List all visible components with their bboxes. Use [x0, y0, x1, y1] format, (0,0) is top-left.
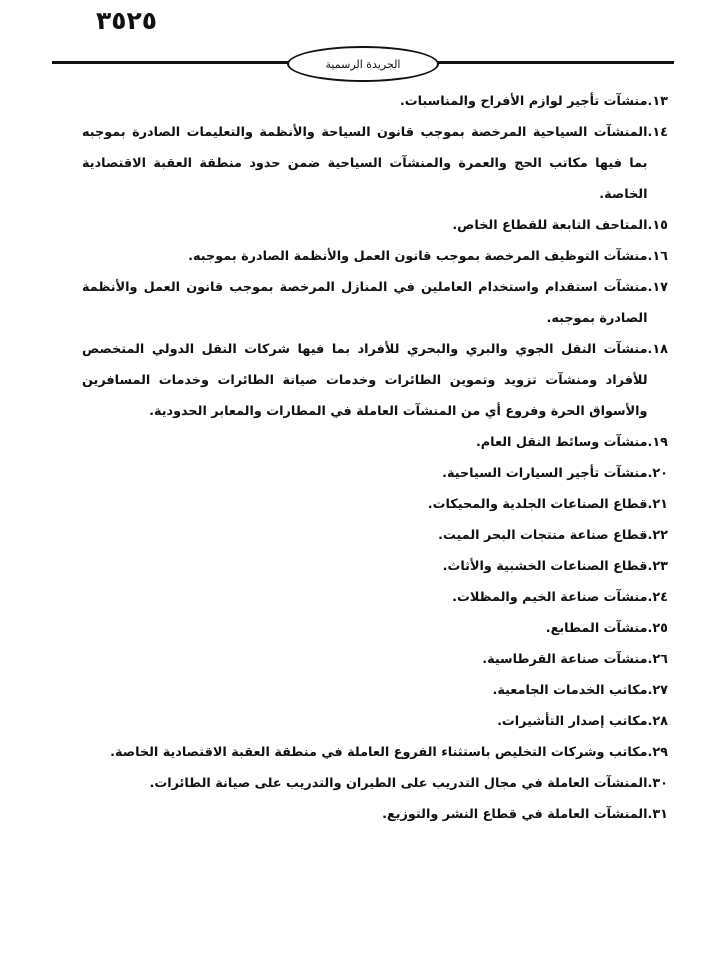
page-number: ٣٥٢٥: [96, 6, 158, 35]
item-text: مكاتب إصدار التأشيرات.: [497, 714, 648, 729]
item-text: قطاع الصناعات الجلدية والمحيكات.: [427, 497, 648, 512]
item-number: ٢٩.: [647, 745, 668, 760]
list-item: [82, 551, 668, 582]
items-list: [82, 86, 668, 830]
item-text: منشآت النقل الجوي والبري والبحري للأفراد بما فيها شركات النقل الدولي المتخصص للأفراد ومنشآت تزويد وتموين الطائرات وخدمات صيانة الطائرات وخدمات المسافرين والأسواق الحرة وفروع أي من المنشآت العاملة في المطارات والمعابر الحدودية.: [82, 342, 648, 419]
list-item: [82, 458, 668, 489]
list-item: [82, 272, 668, 334]
header-rule-right: [430, 61, 674, 64]
item-number: ٣٠.: [647, 776, 668, 791]
item-text: منشآت صناعة القرطاسية.: [482, 652, 648, 667]
list-item: [82, 86, 668, 117]
item-number: ١٥.: [647, 218, 668, 233]
item-number: ٢٣.: [647, 559, 668, 574]
item-text: المتاحف التابعة للقطاع الخاص.: [452, 218, 648, 233]
item-text: قطاع صناعة منتجات البحر الميت.: [438, 528, 648, 543]
item-text: مكاتب الخدمات الجامعية.: [492, 683, 648, 698]
item-number: ١٦.: [647, 249, 668, 264]
item-text: المنشآت السياحية المرخصة بموجب قانون السياحة والأنظمة والتعليمات الصادرة بموجبه بما فيها مكاتب الحج والعمرة والمنشآت السياحية ضمن حدود منطقة العقبة الاقتصادية الخاصة.: [82, 125, 648, 202]
list-item: [82, 520, 668, 551]
list-item: [82, 427, 668, 458]
list-item: [82, 210, 668, 241]
item-number: ١٣.: [647, 94, 668, 109]
item-number: ٢٦.: [647, 652, 668, 667]
item-text: منشآت المطابع.: [545, 621, 648, 636]
gazette-title: الجريدة الرسمية: [325, 57, 401, 71]
item-number: ٢٢.: [647, 528, 668, 543]
list-item: [82, 768, 668, 799]
list-item: [82, 675, 668, 706]
item-text: مكاتب وشركات التخليص باستثناء الفروع العاملة في منطقة العقبة الاقتصادية الخاصة.: [110, 745, 648, 760]
item-number: ١٩.: [647, 435, 668, 450]
item-number: ٢٨.: [647, 714, 668, 729]
item-text: منشآت التوظيف المرخصة بموجب قانون العمل والأنظمة الصادرة بموجبه.: [188, 249, 648, 264]
list-item: [82, 737, 668, 768]
item-number: ١٨.: [647, 342, 668, 357]
item-text: منشآت وسائط النقل العام.: [475, 435, 648, 450]
gazette-title-oval: [287, 46, 439, 82]
item-text: قطاع الصناعات الخشبية والأثاث.: [442, 559, 648, 574]
list-item: [82, 613, 668, 644]
item-text: منشآت تأجير السيارات السياحية.: [442, 466, 648, 481]
item-number: ٢٧.: [647, 683, 668, 698]
item-text: منشآت تأجير لوازم الأفراح والمناسبات.: [399, 94, 648, 109]
item-text: منشآت استقدام واستخدام العاملين في المنازل المرخصة بموجب قانون العمل والأنظمة الصادرة بموجبه.: [82, 280, 648, 326]
item-number: ١٤.: [647, 125, 668, 140]
header-rule-left: [52, 61, 292, 64]
list-item: [82, 117, 668, 210]
list-item: [82, 334, 668, 427]
item-number: ٣١.: [647, 807, 668, 822]
item-number: ٢١.: [647, 497, 668, 512]
item-number: ٢٥.: [647, 621, 668, 636]
item-text: منشآت صناعة الخيم والمظلات.: [452, 590, 648, 605]
item-number: ١٧.: [647, 280, 668, 295]
list-item: [82, 241, 668, 272]
item-number: ٢٠.: [647, 466, 668, 481]
item-text: المنشآت العاملة في مجال التدريب على الطيران والتدريب على صيانة الطائرات.: [149, 776, 648, 791]
list-item: [82, 644, 668, 675]
list-item: [82, 582, 668, 613]
list-item: [82, 489, 668, 520]
item-number: ٢٤.: [647, 590, 668, 605]
list-item: [82, 706, 668, 737]
list-item: [82, 799, 668, 830]
item-text: المنشآت العاملة في قطاع النشر والتوزيع.: [382, 807, 648, 822]
